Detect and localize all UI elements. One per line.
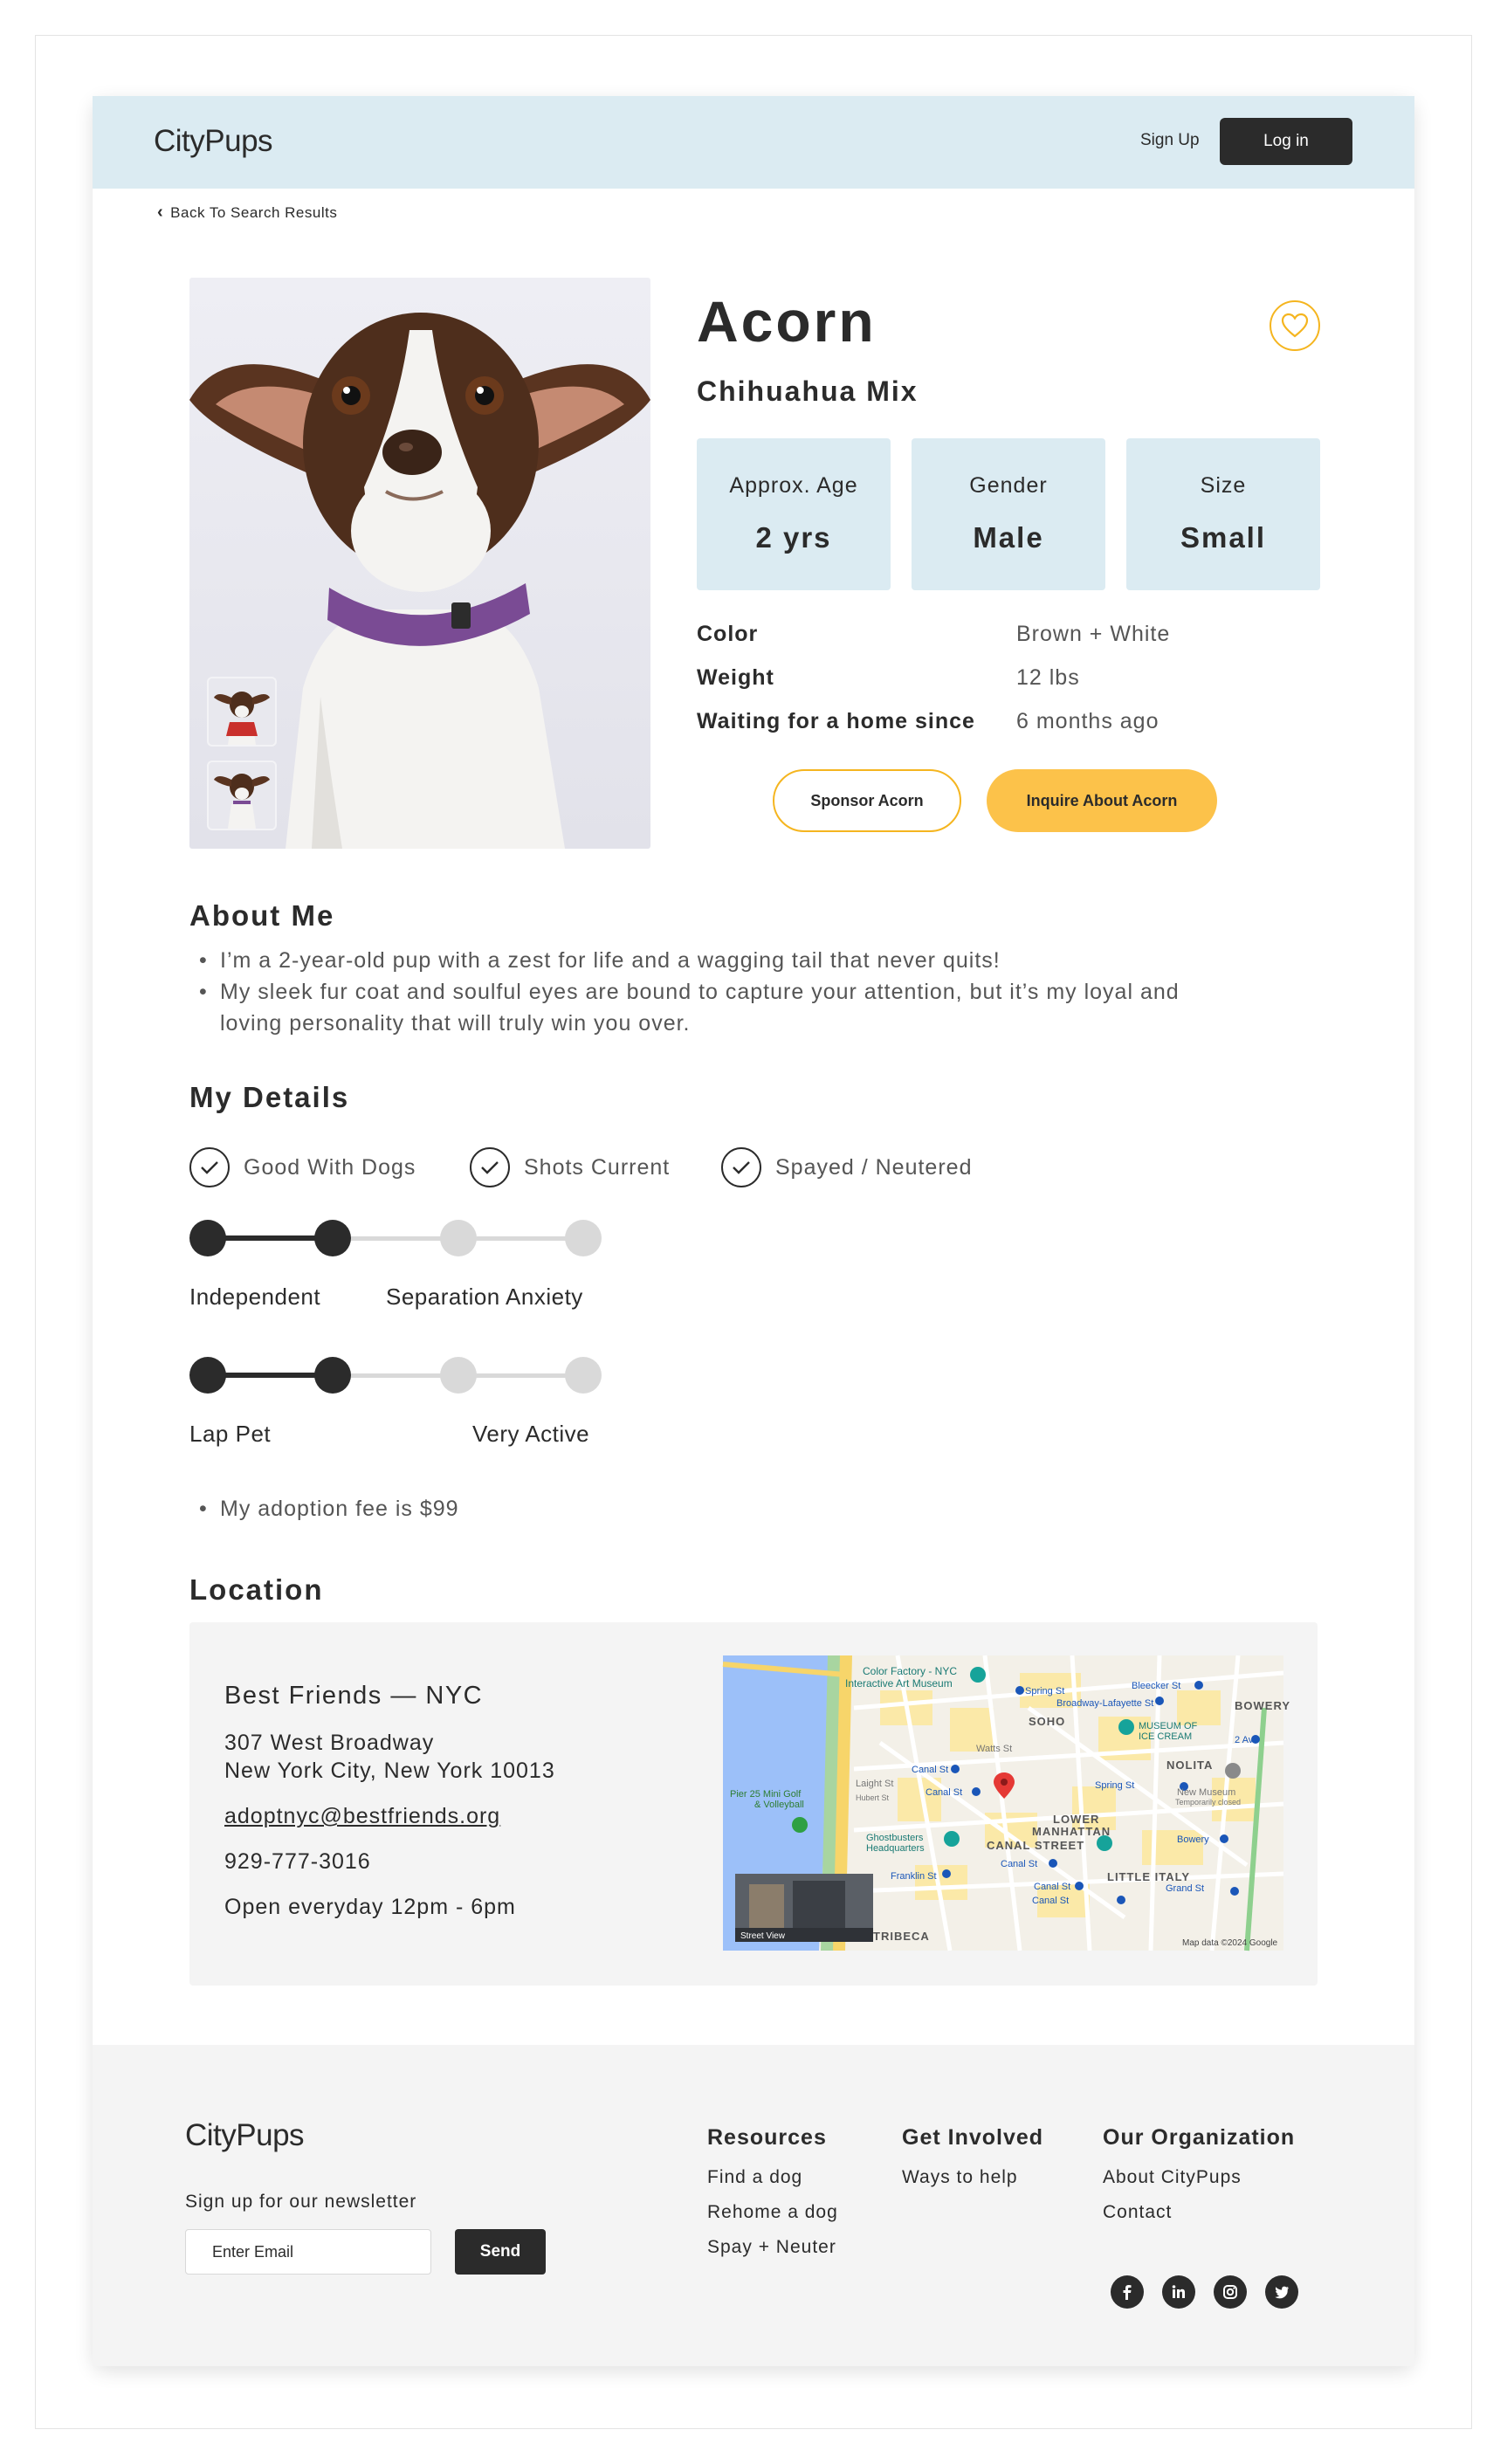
details-title: My Details (189, 1081, 350, 1113)
log-in-button[interactable]: Log in (1220, 118, 1352, 165)
newsletter-send-button[interactable]: Send (455, 2229, 546, 2275)
svg-text:TRIBECA: TRIBECA (873, 1930, 930, 1943)
location-map[interactable] (723, 1655, 1291, 1951)
footer-resources-title: Resources (707, 2125, 827, 2150)
dog-thumbnail-illustration (209, 762, 275, 829)
site-logo[interactable]: CityPups (154, 124, 273, 158)
footer-logo[interactable]: CityPups (185, 2118, 305, 2152)
attr-color-label: Color (697, 622, 759, 646)
sponsor-button[interactable]: Sponsor Acorn (773, 769, 961, 832)
svg-text:SOHO: SOHO (1029, 1715, 1066, 1728)
scale-step-dot (189, 1357, 226, 1394)
favorite-button[interactable] (1270, 300, 1320, 351)
scale-step-dot (565, 1357, 602, 1394)
stat-size (1126, 438, 1320, 590)
svg-text:CANAL STREET: CANAL STREET (987, 1839, 1085, 1852)
scale-right-label: Very Active (472, 1421, 590, 1447)
pet-name: Acorn (697, 289, 877, 354)
facebook-icon[interactable] (1111, 2275, 1144, 2309)
newsletter-email-input[interactable] (185, 2229, 431, 2275)
svg-text:Canal St: Canal St (926, 1787, 963, 1798)
twitter-icon[interactable] (1265, 2275, 1298, 2309)
svg-text:Laight St: Laight St (856, 1779, 894, 1789)
svg-text:ICE CREAM: ICE CREAM (1139, 1731, 1193, 1742)
heart-icon (1281, 313, 1309, 339)
scale-left-label: Independent (189, 1284, 321, 1310)
svg-text:MUSEUM OF: MUSEUM OF (1139, 1721, 1198, 1731)
adoption-fee: • My adoption fee is $99 (199, 1493, 459, 1525)
scale-left-label: Lap Pet (189, 1421, 272, 1447)
check-spayed-neutered (721, 1147, 972, 1187)
address-line-2: New York City, New York 10013 (224, 1759, 555, 1783)
check-label: Spayed / Neutered (775, 1154, 973, 1180)
scale-step-dot (440, 1357, 477, 1394)
scale-right-label: Separation Anxiety (386, 1284, 583, 1310)
about-title: About Me (189, 899, 335, 932)
attr-weight-label: Weight (697, 665, 774, 690)
scale-step-dot (314, 1220, 351, 1256)
svg-text:Grand St: Grand St (1166, 1883, 1205, 1894)
scale-step-dot (189, 1220, 226, 1256)
svg-text:Temporarily closed: Temporarily closed (1175, 1798, 1242, 1807)
chevron-left-icon: ‹ (157, 203, 164, 222)
stat-age (697, 438, 891, 590)
attr-waiting-value: 6 months ago (1016, 709, 1159, 733)
photo-thumbnail-1[interactable] (207, 677, 277, 747)
scale-step-dot (440, 1220, 477, 1256)
svg-text:2 Av: 2 Av (1235, 1735, 1254, 1745)
shelter-name: Best Friends — NYC (224, 1682, 484, 1710)
svg-text:BOWERY: BOWERY (1235, 1699, 1291, 1712)
pet-profile-page (93, 96, 1414, 2366)
svg-text:Spring St: Spring St (1025, 1686, 1065, 1697)
svg-text:Bowery: Bowery (1177, 1834, 1209, 1845)
footer-link-ways-to-help[interactable]: Ways to help (902, 2167, 1018, 2187)
stat-label: Gender (969, 473, 1048, 498)
footer-organization-title: Our Organization (1103, 2125, 1296, 2150)
attr-weight-value: 12 lbs (1016, 665, 1080, 690)
svg-text:Map data ©2024 Google: Map data ©2024 Google (1182, 1938, 1278, 1948)
check-label: Shots Current (524, 1154, 671, 1180)
pet-main-photo (189, 278, 650, 849)
svg-text:Color Factory - NYC: Color Factory - NYC (863, 1665, 958, 1677)
shelter-email-link[interactable]: adoptnyc@bestfriends.org (224, 1804, 501, 1828)
dog-thumbnail-illustration (209, 678, 275, 745)
back-to-search-link[interactable] (157, 203, 337, 223)
about-bullet-continued: loving personality that will truly win you over. (220, 1011, 691, 1036)
photo-thumbnail-2[interactable] (207, 761, 277, 830)
back-link-label: Back To Search Results (170, 204, 338, 221)
location-title: Location (189, 1573, 324, 1606)
shelter-hours: Open everyday 12pm - 6pm (224, 1895, 516, 1919)
map-illustration (723, 1655, 1291, 1951)
svg-text:Canal St: Canal St (1032, 1896, 1070, 1906)
newsletter-label: Sign up for our newsletter (185, 2192, 417, 2212)
stat-value: 2 yrs (755, 521, 832, 554)
svg-text:Canal St: Canal St (1001, 1859, 1038, 1869)
check-icon (470, 1147, 510, 1187)
check-shots-current (470, 1147, 670, 1187)
svg-text:Canal St: Canal St (1034, 1882, 1071, 1892)
site-header (93, 96, 1414, 189)
svg-text:Franklin St: Franklin St (891, 1871, 937, 1882)
stat-label: Approx. Age (729, 473, 858, 498)
linkedin-icon[interactable] (1162, 2275, 1195, 2309)
sign-up-button[interactable]: Sign Up (1140, 131, 1200, 149)
stat-value: Male (973, 521, 1044, 554)
svg-text:Ghostbusters: Ghostbusters (866, 1833, 924, 1843)
svg-text:Pier 25 Mini Golf: Pier 25 Mini Golf (730, 1789, 802, 1800)
attr-color-value: Brown + White (1016, 622, 1171, 646)
footer-link-rehome[interactable]: Rehome a dog (707, 2202, 838, 2222)
inquire-button[interactable]: Inquire About Acorn (987, 769, 1217, 832)
scale-step-dot (314, 1357, 351, 1394)
svg-text:LOWER: LOWER (1053, 1813, 1100, 1826)
svg-text:NOLITA: NOLITA (1166, 1759, 1214, 1772)
fee-list (199, 1493, 459, 1525)
address-line-1: 307 West Broadway (224, 1731, 435, 1755)
svg-text:MANHATTAN: MANHATTAN (1032, 1825, 1111, 1838)
footer-link-about[interactable]: About CityPups (1103, 2167, 1242, 2187)
check-icon (721, 1147, 761, 1187)
svg-text:Broadway-Lafayette St: Broadway-Lafayette St (1056, 1698, 1154, 1709)
pet-breed: Chihuahua Mix (697, 375, 919, 407)
stat-gender (912, 438, 1105, 590)
footer-link-spay-neuter[interactable]: Spay + Neuter (707, 2237, 836, 2257)
svg-text:LITTLE ITALY: LITTLE ITALY (1107, 1870, 1191, 1883)
about-bullet: • I’m a 2-year-old pup with a zest for life and a wagging tail that never quits! (199, 945, 1180, 976)
svg-text:Hubert St: Hubert St (856, 1793, 890, 1802)
location-card (189, 1622, 1318, 1986)
scale-step-dot (565, 1220, 602, 1256)
footer-link-contact[interactable]: Contact (1103, 2202, 1173, 2222)
footer-get-involved-title: Get Involved (902, 2125, 1044, 2150)
svg-text:Bleecker St: Bleecker St (1132, 1681, 1181, 1691)
check-label: Good With Dogs (244, 1154, 416, 1180)
svg-text:Watts St: Watts St (976, 1744, 1013, 1754)
svg-text:Canal St: Canal St (912, 1765, 949, 1775)
svg-text:Interactive Art Museum: Interactive Art Museum (845, 1677, 953, 1690)
svg-text:Spring St: Spring St (1095, 1780, 1135, 1791)
instagram-icon[interactable] (1214, 2275, 1247, 2309)
svg-text:Street View: Street View (740, 1931, 785, 1941)
stat-label: Size (1200, 473, 1247, 498)
check-icon (189, 1147, 230, 1187)
about-list (199, 945, 1180, 1039)
activity-scale (189, 1356, 600, 1394)
independence-scale (189, 1219, 600, 1257)
check-good-with-dogs (189, 1147, 416, 1187)
svg-text:New Museum: New Museum (1177, 1787, 1236, 1798)
about-bullet: • My sleek fur coat and soulful eyes are bound to capture your attention, but it’s my loyal and (199, 976, 1180, 1008)
attr-waiting-label: Waiting for a home since (697, 709, 975, 733)
svg-text:Headquarters: Headquarters (866, 1843, 925, 1854)
shelter-phone: 929-777-3016 (224, 1849, 371, 1874)
svg-text:& Volleyball: & Volleyball (754, 1800, 804, 1810)
footer-link-find-a-dog[interactable]: Find a dog (707, 2167, 803, 2187)
site-footer (93, 2045, 1414, 2366)
stat-value: Small (1180, 521, 1267, 554)
